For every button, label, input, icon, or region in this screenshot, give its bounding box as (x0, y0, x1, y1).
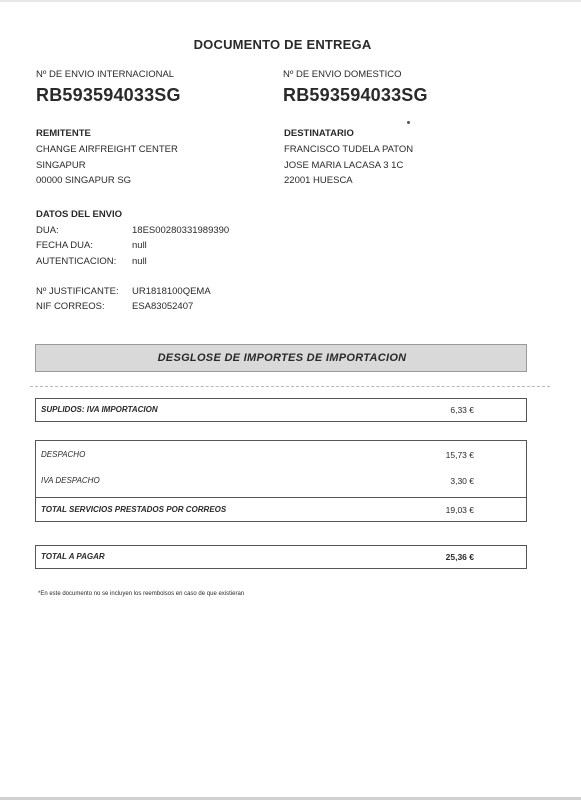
table-row (36, 547, 526, 567)
breakdown-banner-title: DESGLOSE DE IMPORTES DE IMPORTACION (157, 352, 407, 364)
recipient-line: JOSE MARIA LACASA 3 1C (284, 160, 404, 171)
shipment-heading: DATOS DEL ENVIO (36, 209, 123, 220)
table-row (36, 471, 526, 491)
breakdown-banner (35, 344, 527, 372)
concept-label: DESPACHO (41, 450, 86, 459)
domestic-shipment-number: RB593594033SG (283, 85, 428, 105)
concept-label: IVA DESPACHO (41, 476, 100, 485)
table-row (36, 445, 526, 465)
field-label: DUA: (36, 225, 59, 236)
amount-value: 25,36 € (445, 552, 474, 562)
field-label: Nº JUSTIFICANTE: (36, 286, 119, 297)
concept-label: TOTAL SERVICIOS PRESTADOS POR CORREOS (41, 505, 227, 514)
sender-line: 00000 SINGAPUR SG (36, 175, 132, 186)
field-label: NIF CORREOS: (36, 301, 105, 312)
intl-shipment-label: Nº DE ENVIO INTERNACIONAL (36, 69, 175, 80)
footnote: *En este documento no se incluyen los reembolsos en caso de que existieran (38, 591, 245, 597)
amount-value: 19,03 € (445, 505, 474, 515)
field-value: null (132, 256, 147, 267)
field-value: ESA83052407 (132, 301, 194, 312)
amount-value: 15,73 € (445, 450, 474, 460)
table-divider (36, 497, 526, 498)
services-box (35, 440, 527, 522)
recipient-line: FRANCISCO TUDELA PATON (284, 144, 414, 155)
concept-label: TOTAL A PAGAR (41, 552, 105, 561)
field-label: FECHA DUA: (36, 240, 94, 251)
field-value: null (132, 240, 147, 251)
field-value: UR1818100QEMA (132, 286, 211, 297)
grand-total-box (35, 545, 527, 569)
suplidos-box (35, 398, 527, 422)
field-value: 18ES00280331989390 (132, 225, 230, 236)
sender-line: CHANGE AIRFREIGHT CENTER (36, 144, 178, 155)
scan-edge (0, 0, 581, 2)
table-row (36, 400, 526, 420)
sender-line: SINGAPUR (36, 160, 86, 171)
amount-value: 6,33 € (450, 405, 474, 415)
field-label: AUTENTICACION: (36, 256, 117, 267)
scan-artifact-line (30, 386, 550, 387)
scan-speck (407, 121, 410, 124)
recipient-line: 22001 HUESCA (284, 175, 353, 186)
recipient-heading: DESTINATARIO (284, 128, 354, 139)
domestic-shipment-label: Nº DE ENVIO DOMESTICO (283, 69, 402, 80)
sender-heading: REMITENTE (36, 128, 91, 139)
amount-value: 3,30 € (450, 476, 474, 486)
table-row (36, 500, 526, 520)
intl-shipment-number: RB593594033SG (36, 85, 181, 105)
document-title: DOCUMENTO DE ENTREGA (193, 37, 372, 52)
concept-label: SUPLIDOS: IVA IMPORTACION (41, 405, 158, 414)
